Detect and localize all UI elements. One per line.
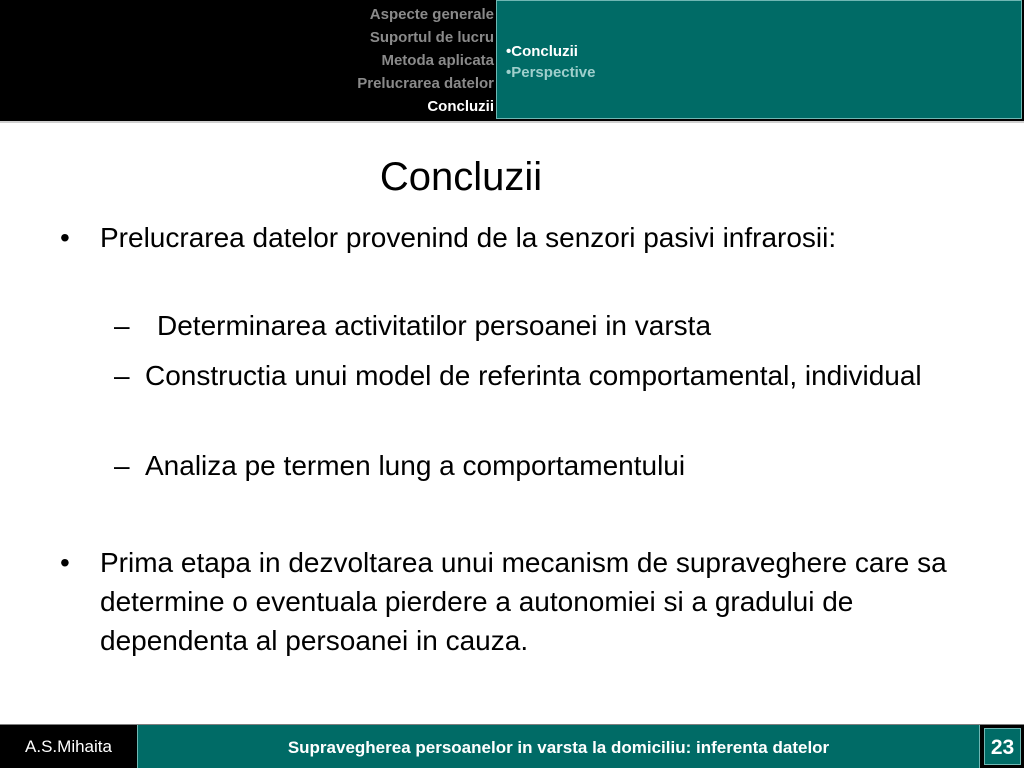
bullet-text: Prelucrarea datelor provenind de la senzori pasivi infrarosii: [100, 222, 837, 253]
section-nav [0, 3, 494, 118]
bullet-item [60, 218, 960, 257]
subsection-perspective[interactable]: •Perspective [506, 64, 596, 81]
page-number: 23 [984, 728, 1021, 765]
footer-title: Supravegherea persoanelor in varsta la domiciliu: inferenta datelor [137, 725, 980, 768]
nav-item-prelucrarea-datelor[interactable]: Prelucrarea datelor [357, 75, 494, 92]
footer-author: A.S.Mihaita [25, 737, 112, 756]
nav-item-suportul-de-lucru[interactable]: Suportul de lucru [369, 29, 494, 46]
nav-item-concluzii[interactable]: Concluzii [427, 98, 494, 115]
sub-bullet-text: Analiza pe termen lung a comportamentului [145, 450, 686, 481]
nav-item-metoda-aplicata[interactable]: Metoda aplicata [381, 52, 494, 69]
dash-mark: – [114, 360, 130, 391]
bullet-mark: • [60, 547, 70, 578]
bullet-item [60, 543, 960, 660]
slide-footer [0, 724, 1024, 768]
bullet-text: Prima etapa in dezvoltarea unui mecanism de supraveghere care sa determine o eventuala pierdere a autonomiei si a gradului de dependenta al persoanei in cauza. [100, 547, 947, 656]
dash-mark: – [114, 310, 130, 341]
sub-bullet-item [114, 446, 955, 485]
nav-item-aspecte-generale[interactable]: Aspecte generale [369, 6, 494, 23]
bullet-mark: • [60, 222, 70, 253]
slide-header [0, 0, 1024, 122]
sub-bullet-text: Constructia unui model de referinta comportamental, individual [145, 360, 922, 391]
slide-title: Concluzii [379, 155, 543, 199]
sub-bullet-text: Determinarea activitatilor persoanei in varsta [157, 310, 712, 341]
sub-bullet-item [114, 356, 955, 395]
subsection-concluzii[interactable]: •Concluzii [506, 43, 578, 60]
subsection-panel [496, 0, 1022, 119]
header-divider [0, 121, 1024, 123]
dash-mark: – [114, 450, 130, 481]
sub-bullet-item [114, 306, 967, 345]
